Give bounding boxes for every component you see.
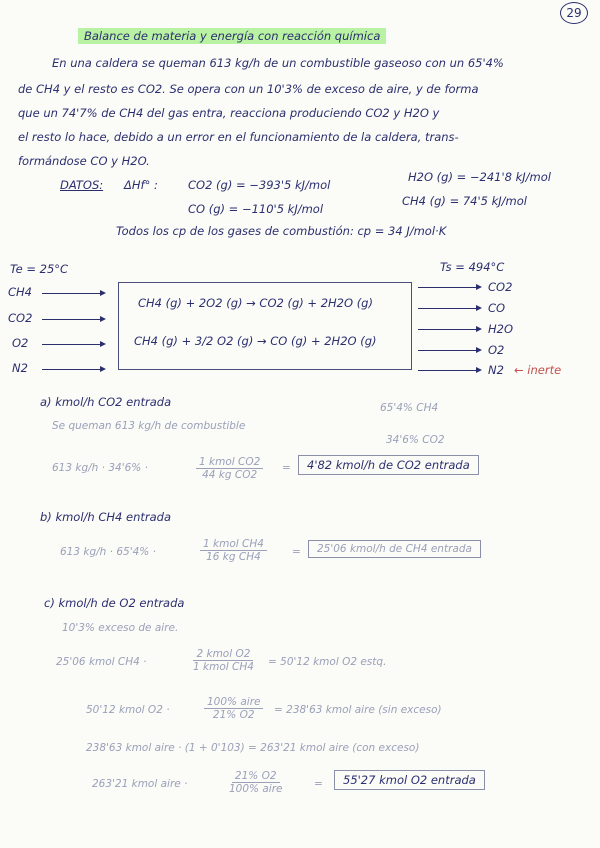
part-c-res2: = 238'63 kmol aire (sin exceso) [274,704,442,716]
reaction-2: CH4 (g) + 3/2 O2 (g) → CO (g) + 2H2O (g) [134,334,377,348]
part-c-calc2: 50'12 kmol O2 · [86,704,170,716]
datos-co2: CO2 (g) = −393'5 kJ/mol [188,178,331,192]
part-b-frac-den: 16 kg CH4 [206,551,261,563]
reaction-1: CH4 (g) + 2O2 (g) → CO2 (g) + 2H2O (g) [138,296,373,310]
output-o2: O2 [488,343,505,357]
part-b-heading: b) kmol/h CH4 entrada [40,510,171,524]
part-a-frac-num: 1 kmol CO2 [196,456,263,469]
part-a-heading: a) kmol/h CO2 entrada [40,395,172,409]
input-arrow-ch4 [42,293,104,294]
inerte-note: ← inerte [514,363,562,377]
part-b-calc: 613 kg/h · 65'4% · [60,546,156,558]
output-arrow-co [418,308,480,309]
output-h2o: H2O [488,322,514,336]
part-c-res1: = 50'12 kmol O2 estq. [268,656,387,668]
part-c-heading: c) kmol/h de O2 entrada [44,596,185,610]
input-arrow-co2 [42,319,104,320]
intro-line-5: formándose CO y H2O. [18,154,150,168]
part-a-branch1: 65'4% CH4 [380,402,439,414]
part-a-equals: = [282,462,291,474]
input-arrow-o2 [42,344,104,345]
part-a-line1: Se queman 613 kg/h de combustible [52,420,246,432]
page-number: 29 [560,2,588,24]
part-c-fraction4 [226,770,285,795]
input-ch4: CH4 [8,285,32,299]
part-c-line1: 10'3% exceso de aire. [62,622,179,634]
part-b-fraction [200,538,267,563]
ts-label: Ts = 494°C [440,260,505,274]
part-c-f2-num: 100% aire [204,696,263,709]
output-n2: N2 [488,363,504,377]
part-a-calc: 613 kg/h · 34'6% · [52,462,148,474]
input-co2: CO2 [8,311,33,325]
intro-line-2: de CH4 y el resto es CO2. Se opera con un 10'3% de exceso de aire, y de forma [18,82,479,96]
part-c-fraction1 [190,648,257,673]
part-c-result: 55'27 kmol O2 entrada [334,770,485,790]
part-a-frac-den: 44 kg CO2 [202,469,258,481]
te-label: Te = 25°C [10,262,69,276]
datos-cp: Todos los cp de los gases de combustión: cp = 34 J/mol·K [116,224,447,238]
part-b-result: 25'06 kmol/h de CH4 entrada [308,540,481,558]
part-b-frac-num: 1 kmol CH4 [200,538,267,551]
part-c-f4-den: 100% aire [229,783,283,795]
part-c-fraction2 [204,696,263,721]
output-arrow-h2o [418,329,480,330]
part-c-calc3: 238'63 kmol aire · (1 + 0'103) = 263'21 kmol aire (con exceso) [86,742,420,754]
part-c-calc4: 263'21 kmol aire · [92,778,188,790]
part-c-f1-den: 1 kmol CH4 [193,661,254,673]
intro-line-1: En una caldera se queman 613 kg/h de un combustible gaseoso con un 65'4% [52,56,504,70]
part-c-f4-num: 21% O2 [232,770,280,783]
input-arrow-n2 [42,369,104,370]
datos-co: CO (g) = −110'5 kJ/mol [188,202,324,216]
input-o2: O2 [12,336,29,350]
datos-h2o: H2O (g) = −241'8 kJ/mol [408,170,551,184]
part-c-equals: = [314,778,323,790]
page-title: Balance de materia y energía con reacción química [78,28,386,44]
datos-label: DATOS: [60,178,104,192]
part-a-fraction [196,456,263,481]
part-c-f1-num: 2 kmol O2 [193,648,253,661]
part-c-calc1: 25'06 kmol CH4 · [56,656,147,668]
intro-line-3: que un 74'7% de CH4 del gas entra, reacciona produciendo CO2 y H2O y [18,106,440,120]
input-n2: N2 [12,361,28,375]
output-arrow-co2 [418,287,480,288]
intro-line-4: el resto lo hace, debido a un error en el funcionamiento de la caldera, trans- [18,130,459,144]
part-a-branch2: 34'6% CO2 [386,434,445,446]
output-arrow-o2 [418,350,480,351]
dh-label: ΔHf° : [124,178,158,192]
part-c-f2-den: 21% O2 [212,709,255,721]
part-a-result: 4'82 kmol/h de CO2 entrada [298,455,479,475]
part-b-equals: = [292,546,301,558]
output-co2: CO2 [488,280,513,294]
datos-ch4: CH4 (g) = 74'5 kJ/mol [402,194,527,208]
output-co: CO [488,301,506,315]
output-arrow-n2 [418,370,480,371]
